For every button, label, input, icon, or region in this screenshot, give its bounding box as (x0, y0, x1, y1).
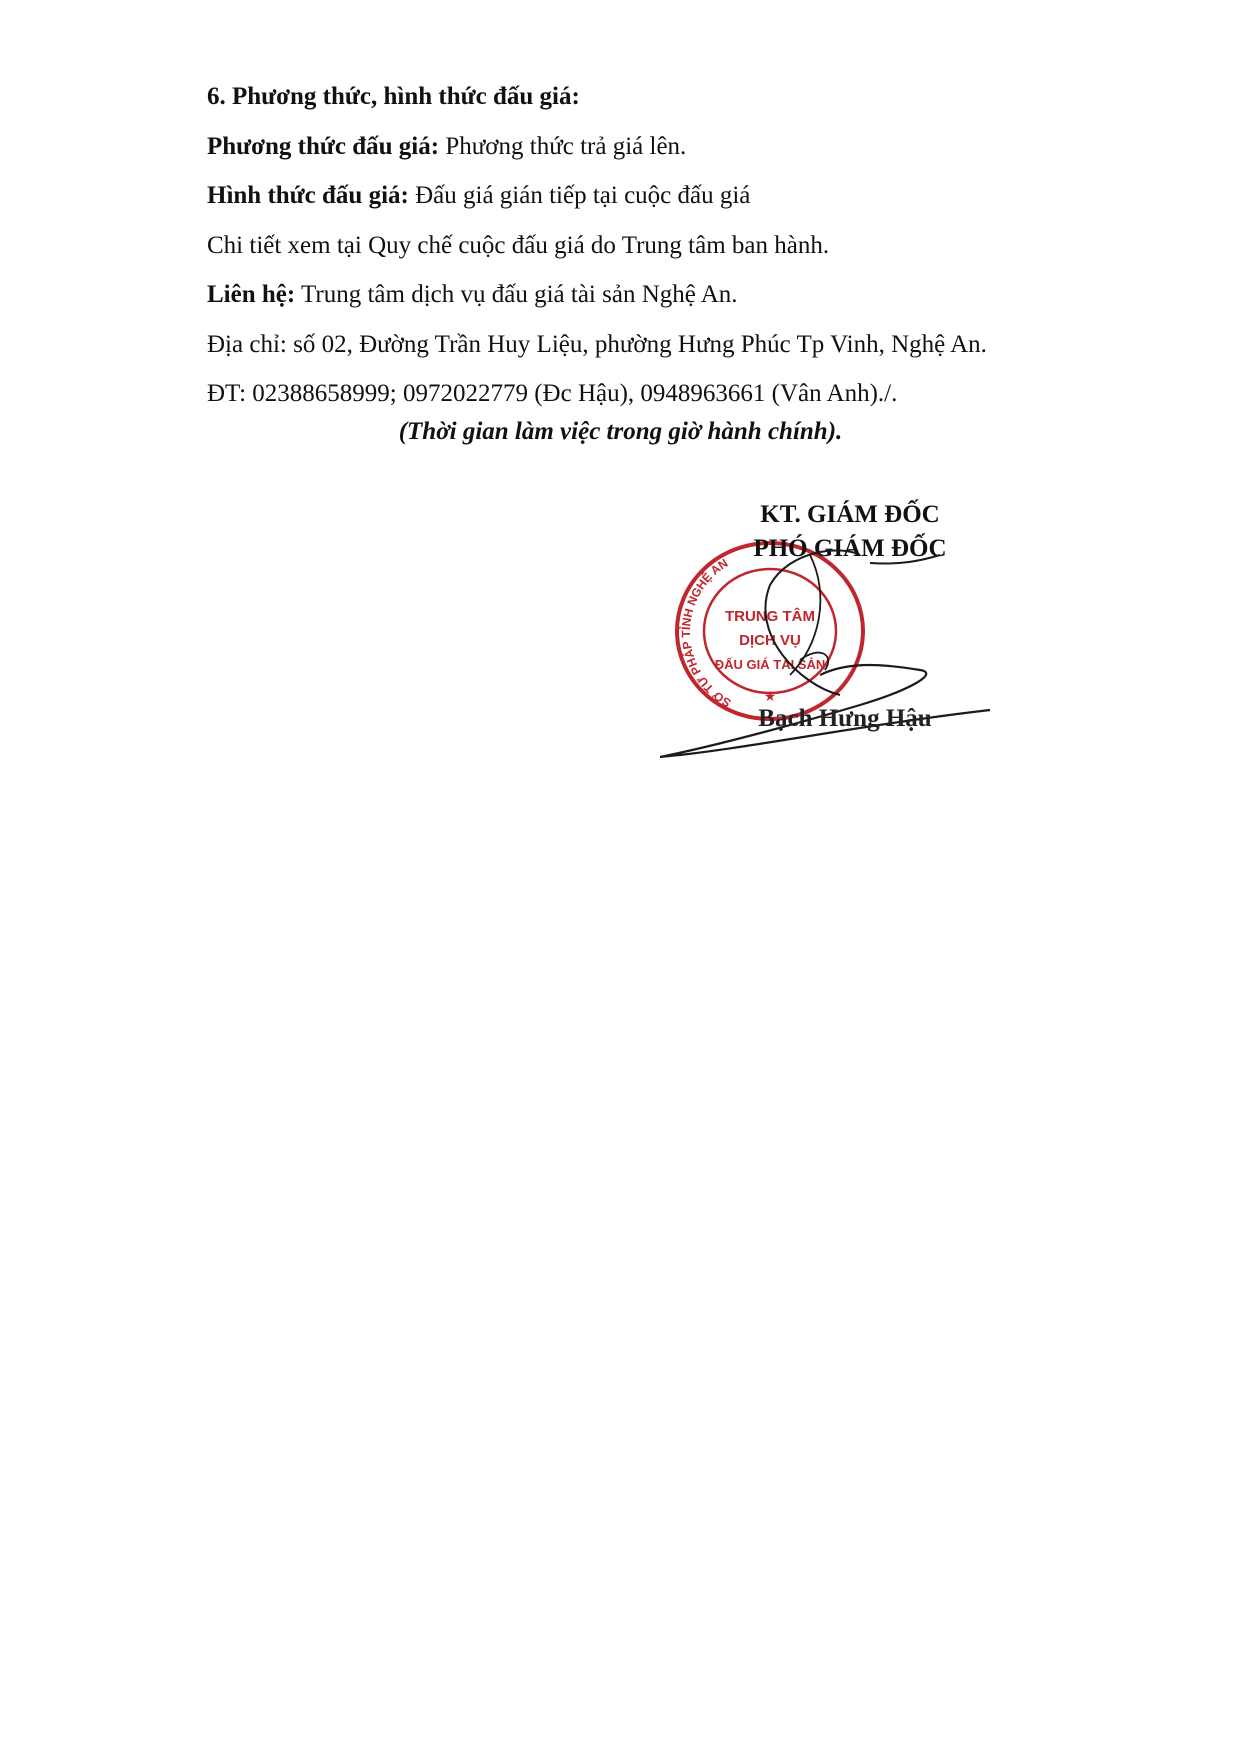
handwritten-signature (660, 495, 1140, 785)
auction-form-value: Đấu giá gián tiếp tại cuộc đấu giá (408, 182, 751, 209)
seal-ring-text: SỞ TƯ PHÁP TỈNH NGHỆ AN (678, 555, 734, 711)
seal-star-icon: ★ (763, 689, 777, 705)
auction-form-label: Hình thức đấu giá: (207, 182, 409, 209)
seal-line-1: TRUNG TÂM (725, 608, 815, 625)
contact-value: Trung tâm dịch vụ đấu giá tài sản Nghệ An. (295, 281, 738, 308)
contact-line (207, 270, 1107, 320)
auction-form-line (207, 171, 1107, 221)
auction-method-line (207, 122, 1107, 172)
details-line: Chi tiết xem tại Quy chế cuộc đấu giá do Trung tâm ban hành. (207, 231, 830, 259)
signature-title-line-2: PHÓ GIÁM ĐỐC (753, 535, 947, 562)
seal-line-3: ĐẤU GIÁ TÀI SẢN (714, 657, 826, 672)
auction-method-section (207, 72, 1107, 419)
auction-method-value: Phương thức trả giá lên. (439, 132, 687, 160)
signer-name: Bạch Hưng Hậu (758, 705, 932, 732)
seal-line-2: DỊCH VỤ (739, 632, 801, 649)
auction-method-label: Phương thức đấu giá: (207, 132, 440, 160)
section-heading: 6. Phương thức, hình thức đấu giá: (207, 83, 580, 110)
contact-label: Liên hệ: (207, 281, 296, 308)
address-line: Địa chỉ: số 02, Đường Trần Huy Liệu, phường Hưng Phúc Tp Vinh, Nghệ An. (207, 330, 987, 358)
signature-block (660, 495, 1140, 785)
phone-line: ĐT: 02388658999; 0972022779 (Đc Hậu), 0948963661 (Vân Anh)./. (207, 380, 898, 407)
working-hours-note: (Thời gian làm việc trong giờ hành chính). (398, 418, 843, 445)
signature-title-line-1: KT. GIÁM ĐỐC (760, 501, 940, 528)
